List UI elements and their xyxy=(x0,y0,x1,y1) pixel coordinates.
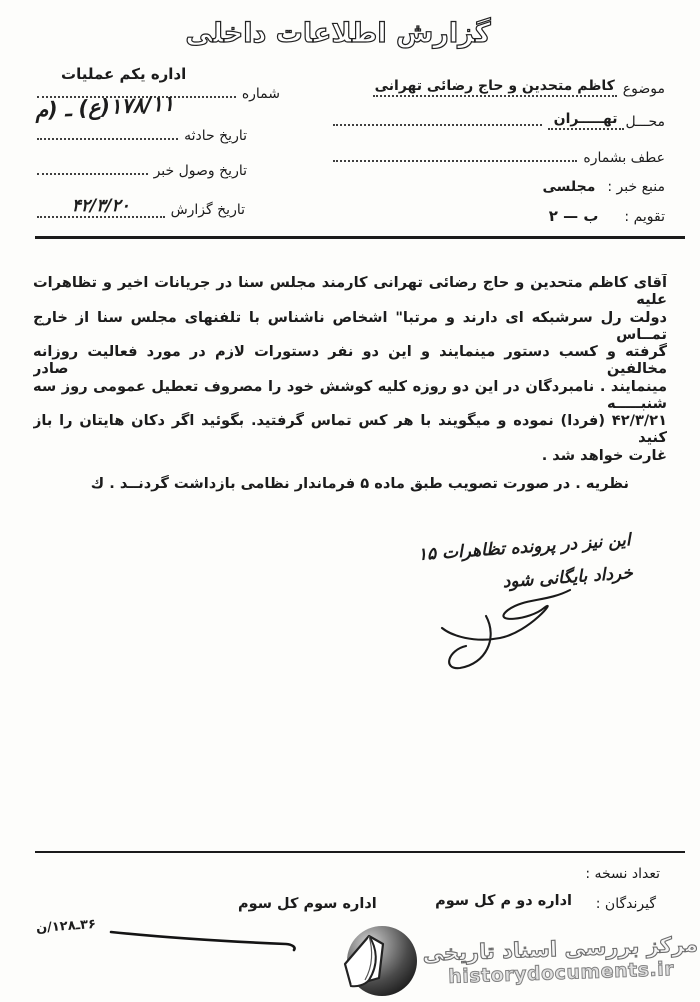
watermark-text xyxy=(422,932,699,989)
body-line: دولت رل سرشبکه ای دارند و مرتبا" اشخاص ناشناس با تلفنهای مجلس سنا از خارج تمــاس xyxy=(33,308,667,343)
subject-value: کاظم متحدین و حاج رضائی تهرانی xyxy=(373,78,617,97)
news-receipt-date-row xyxy=(35,161,247,179)
subject-row xyxy=(331,78,665,97)
recipient-office-1: اداره دو م کل سوم xyxy=(435,893,572,909)
historydocuments-logo-icon xyxy=(343,922,419,998)
dotted-line xyxy=(333,148,577,162)
report-date-value: ۴۲/۳/۲۰ xyxy=(37,196,165,218)
report-body xyxy=(33,274,667,504)
news-source-row xyxy=(331,179,665,195)
body-line: مینمایند . نامبردگان در این دو روزه کلیه کوشش خود را مصروف تعطیل عمومی روز سه شنبـــــه xyxy=(33,377,667,412)
watermark-site-url: historydocuments.ir xyxy=(447,957,674,988)
handwritten-note-line2: خرداد بایگانی شود xyxy=(502,563,634,593)
handwritten-note-line1: این نیز در پرونده تظاهرات ۱۵ xyxy=(417,530,632,566)
location-value: تهـــــران xyxy=(548,111,624,130)
body-line: آقای کاظم متحدین و حاج رضائی تهرانی کارمند مجلس سنا در جریانات اخیر و تظاهرات علیه xyxy=(33,274,667,308)
logo-document-icon xyxy=(339,930,391,992)
dotted-line xyxy=(37,161,148,175)
dotted-line xyxy=(37,126,178,140)
incident-date-label: تاریخ حادثه xyxy=(184,128,247,144)
copies-count-label: تعداد نسخه : xyxy=(585,866,660,882)
news-source-value: مجلسی xyxy=(542,179,596,195)
handwritten-stroke xyxy=(108,926,303,952)
document-title: گزارش اطلاعات داخلی xyxy=(185,18,491,49)
header-divider-line xyxy=(35,236,685,239)
incident-date-row xyxy=(35,126,247,144)
news-source-label: منبع خبر : xyxy=(607,179,665,195)
evaluation-row xyxy=(331,207,665,225)
reference-number-label: عطف بشماره xyxy=(583,150,665,166)
body-line: گرفته و کسب دستور مینمایند و این دو نفر دستورات لازم در مورد فعالیت روزانه مخالفین صادر xyxy=(33,343,667,378)
location-label: محـــل xyxy=(625,114,665,130)
evaluation-label: تقویم : xyxy=(624,209,665,225)
location-row xyxy=(331,111,665,130)
news-receipt-date-label: تاریخ وصول خبر xyxy=(153,163,247,179)
archive-file-number: ۳۶ـ۱۲۸/ن xyxy=(35,916,97,937)
number-label: شماره xyxy=(241,86,280,102)
report-date-row xyxy=(35,196,245,218)
report-date-label: تاریخ گزارش xyxy=(170,202,245,218)
subject-label: موضوع xyxy=(622,81,665,97)
opinion-line: نظریه . در صورت تصویب طبق ماده ۵ فرماندار نظامی بازداشت گردنــد . ك xyxy=(90,475,629,493)
header-right-column xyxy=(331,78,665,233)
watermark-center-name: مرکز بررسی اسناد تاریخی xyxy=(421,931,698,966)
footer-divider-line xyxy=(35,851,685,853)
number-handwritten-value: ۱۷۸/۱۱(ع) ـ (م xyxy=(34,91,175,123)
body-line: ۴۲/۳/۲۱ (فردا) نموده و میگویند با هر کس تماس گرفتید. بگوئید اگر دکان هایتان را باز کنید xyxy=(33,412,667,447)
signature-scribble xyxy=(412,572,582,672)
reference-number-row xyxy=(331,148,665,166)
recipient-office-2: اداره سوم کل سوم xyxy=(238,896,377,912)
evaluation-value: ب — ۲ xyxy=(548,207,599,225)
dotted-line xyxy=(333,112,542,126)
department-stamp: اداره یکم عملیات xyxy=(61,65,187,83)
header-left-column xyxy=(35,62,280,232)
watermark xyxy=(343,922,698,998)
recipients-label: گیرندگان : xyxy=(595,896,656,912)
body-line: غارت خواهد شد . xyxy=(541,446,667,464)
